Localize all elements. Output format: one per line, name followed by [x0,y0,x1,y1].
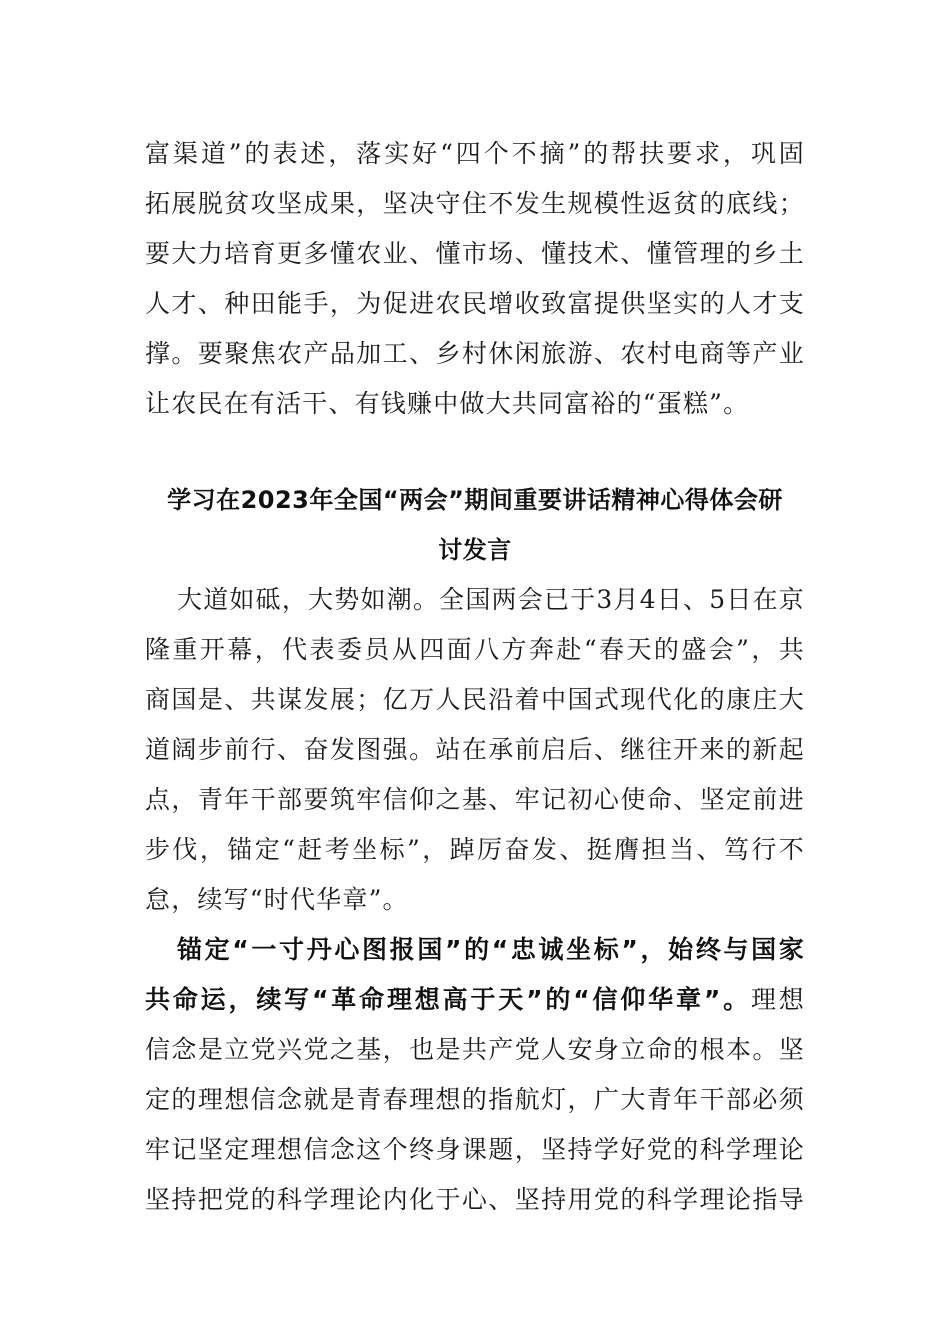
article-title-line1: 学习在2023年全国“两会”期间重要讲话精神心得体会研 [167,486,783,514]
para2-regular-tail: 理想 [750,985,806,1014]
para1-line: 商国是、共谋发展；亿万人民沿着中国式现代化的康庄大 [145,685,805,714]
para2-line-mixed [145,980,805,1020]
para2-bold-tail: 共命运，续写“革命理想高于天”的“信仰华章”。 [145,985,751,1014]
para1-line: 点，青年干部要筑牢信仰之基、牢记初心使命、坚定前进 [145,785,805,814]
para2-line: 信念是立党兴党之基，也是共产党人安身立命的根本。坚 [145,1035,805,1064]
para2-bold-lead: 锚定“一寸丹心图报国”的“忠诚坐标”，始终与国家 [177,935,805,964]
intro-line: 让农民在有活干、有钱赚中做大共同富裕的“蛋糕”。 [145,389,750,418]
para1-line: 怠，续写“时代华章”。 [145,885,409,914]
article-title-line2: 讨发言 [438,536,512,564]
para1-line: 道阔步前行、奋发图强。站在承前启后、继往开来的新起 [145,735,805,764]
intro-line: 撑。要聚焦农产品加工、乡村休闲旅游、农村电商等产业 [145,339,805,368]
para2-line: 坚持把党的科学理论内化于心、坚持用党的科学理论指导 [145,1185,805,1214]
intro-line: 要大力培育更多懂农业、懂市场、懂技术、懂管理的乡土 [145,239,805,268]
intro-line: 拓展脱贫攻坚成果，坚决守住不发生规模性返贫的底线； [145,189,805,218]
intro-line: 富渠道”的表述，落实好“四个不摘”的帮扶要求，巩固 [145,139,805,168]
para1-line: 大道如砥，大势如潮。全国两会已于3月4日、5日在京 [177,585,805,614]
intro-line: 人才、种田能手，为促进农民增收致富提供坚实的人才支 [145,289,805,318]
para1-line: 步伐，锚定“赶考坐标”，踔厉奋发、挺膺担当、笃行不 [145,835,805,864]
para1-line: 隆重开幕，代表委员从四面八方奔赴“春天的盛会”，共 [145,635,805,664]
para2-line: 牢记坚定理想信念这个终身课题，坚持学好党的科学理论 [145,1135,805,1164]
para2-line: 定的理想信念就是青春理想的指航灯，广大青年干部必须 [145,1085,805,1114]
